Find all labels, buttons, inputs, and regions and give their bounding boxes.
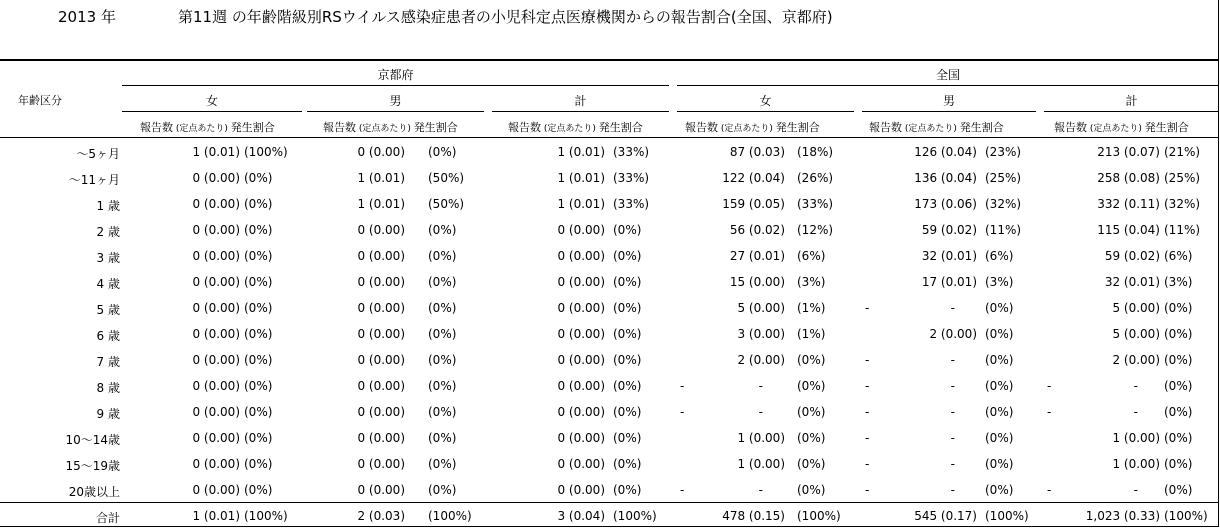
count-cell: 545 (0.17)	[914, 509, 977, 523]
rate-cell: (6%)	[797, 249, 826, 263]
rate-cell: (100%)	[613, 509, 657, 523]
count-cell: 1 (0.00)	[1112, 457, 1160, 471]
count-cell: 5 (0.00)	[1112, 301, 1160, 315]
rate-cell: (0%)	[613, 379, 642, 393]
count-cell: 32 (0.01)	[921, 249, 977, 263]
age-label: 〜5ヶ月	[76, 147, 120, 161]
rate-cell: (0%)	[428, 249, 457, 263]
rate-cell: (1%)	[797, 327, 826, 341]
empty-dash: -	[1047, 379, 1052, 393]
rate-cell: (0%)	[797, 431, 826, 445]
count-cell: 1 (0.01)	[357, 197, 405, 211]
empty-dash: -	[1047, 483, 1052, 497]
rate-header: 発生割合	[775, 121, 820, 134]
column-header-group-1	[140, 119, 275, 135]
rate-cell: (100%)	[985, 509, 1029, 523]
count-cell: -	[950, 379, 955, 393]
age-label: 9 歳	[96, 407, 120, 421]
per-site-header: (定点あたり)	[718, 124, 776, 134]
empty-dash: -	[865, 457, 870, 471]
rate-cell: (0%)	[244, 483, 273, 497]
count-cell: 0 (0.00)	[192, 457, 240, 471]
rate-cell: (0%)	[428, 275, 457, 289]
count-cell: 0 (0.00)	[192, 431, 240, 445]
rate-cell: (0%)	[244, 327, 273, 341]
count-cell: 213 (0.07)	[1097, 145, 1160, 159]
rate-cell: (0%)	[428, 405, 457, 419]
count-cell: 0 (0.00)	[557, 353, 605, 367]
count-cell: 0 (0.00)	[557, 301, 605, 315]
count-cell: 1 (0.00)	[737, 431, 785, 445]
rate-cell: (0%)	[244, 457, 273, 471]
count-cell: 0 (0.00)	[557, 249, 605, 263]
count-cell: 0 (0.00)	[357, 145, 405, 159]
rate-header: 発生割合	[1144, 121, 1189, 134]
rate-cell: (26%)	[797, 171, 834, 185]
count-cell: 0 (0.00)	[192, 405, 240, 419]
rate-cell: (0%)	[1164, 483, 1193, 497]
column-header-group-5	[869, 119, 1004, 135]
count-cell: 0 (0.00)	[357, 327, 405, 341]
count-cell: 0 (0.00)	[192, 171, 240, 185]
count-cell: 0 (0.00)	[557, 483, 605, 497]
count-cell: 5 (0.00)	[1112, 327, 1160, 341]
rate-cell: (11%)	[1164, 223, 1201, 237]
count-cell: 1 (0.01)	[557, 145, 605, 159]
sub-rule-2	[307, 111, 484, 112]
count-cell: 0 (0.00)	[357, 353, 405, 367]
report-year: 2013 年	[58, 8, 116, 26]
rate-cell: (3%)	[1164, 275, 1193, 289]
rate-cell: (0%)	[613, 431, 642, 445]
per-site-header: (定点あたり)	[356, 124, 414, 134]
rate-cell: (32%)	[1164, 197, 1201, 211]
count-cell: -	[950, 483, 955, 497]
empty-dash: -	[865, 483, 870, 497]
rate-cell: (0%)	[1164, 327, 1193, 341]
empty-dash: -	[865, 431, 870, 445]
rate-cell: (0%)	[613, 249, 642, 263]
rate-cell: (0%)	[244, 431, 273, 445]
count-cell: 56 (0.02)	[729, 223, 785, 237]
count-header: 報告数	[323, 121, 356, 134]
rate-cell: (0%)	[244, 197, 273, 211]
count-cell: 0 (0.00)	[192, 327, 240, 341]
count-cell: 258 (0.08)	[1097, 171, 1160, 185]
count-cell: 3 (0.04)	[557, 509, 605, 523]
age-label: 合計	[95, 511, 120, 525]
count-header: 報告数	[685, 121, 718, 134]
count-cell: 0 (0.00)	[557, 379, 605, 393]
sub-national-total: 計	[1125, 94, 1138, 108]
count-cell: 3 (0.00)	[737, 327, 785, 341]
sub-rule-3	[492, 111, 669, 112]
count-cell: 0 (0.00)	[357, 223, 405, 237]
count-cell: 0 (0.00)	[557, 327, 605, 341]
count-cell: 1 (0.00)	[737, 457, 785, 471]
age-label: 20歳以上	[68, 485, 120, 499]
rate-cell: (0%)	[797, 483, 826, 497]
rate-cell: (0%)	[613, 223, 642, 237]
rate-cell: (100%)	[244, 509, 288, 523]
count-cell: 332 (0.11)	[1097, 197, 1160, 211]
sub-rule-6	[1044, 111, 1219, 112]
rate-cell: (0%)	[428, 301, 457, 315]
age-label: 10〜14歳	[65, 433, 120, 447]
rate-cell: (50%)	[428, 197, 465, 211]
count-cell: 2 (0.00)	[1112, 353, 1160, 367]
count-cell: 136 (0.04)	[914, 171, 977, 185]
group-national: 全国	[935, 68, 960, 82]
count-cell: 0 (0.00)	[192, 275, 240, 289]
rate-cell: (32%)	[985, 197, 1022, 211]
count-cell: 0 (0.00)	[192, 249, 240, 263]
count-cell: 1 (0.01)	[557, 171, 605, 185]
per-site-header: (定点あたり)	[173, 124, 231, 134]
rate-cell: (0%)	[797, 457, 826, 471]
count-cell: 173 (0.06)	[914, 197, 977, 211]
top-rule	[0, 59, 1219, 61]
rate-cell: (0%)	[244, 171, 273, 185]
rate-cell: (0%)	[985, 353, 1014, 367]
rate-cell: (0%)	[244, 379, 273, 393]
count-header: 報告数	[140, 121, 173, 134]
empty-dash: -	[865, 379, 870, 393]
rate-cell: (12%)	[797, 223, 834, 237]
count-cell: 2 (0.00)	[737, 353, 785, 367]
rate-cell: (0%)	[613, 275, 642, 289]
rate-cell: (33%)	[797, 197, 834, 211]
count-cell: -	[758, 483, 763, 497]
age-label: 8 歳	[96, 381, 120, 395]
count-cell: 2 (0.00)	[929, 327, 977, 341]
count-cell: 126 (0.04)	[914, 145, 977, 159]
rate-cell: (100%)	[428, 509, 472, 523]
count-cell: -	[950, 431, 955, 445]
header-bottom-rule	[0, 137, 1219, 138]
rate-cell: (6%)	[985, 249, 1014, 263]
count-cell: 87 (0.03)	[729, 145, 785, 159]
count-cell: -	[950, 457, 955, 471]
count-header: 報告数	[1054, 121, 1087, 134]
count-header: 報告数	[508, 121, 541, 134]
age-label: 7 歳	[96, 355, 120, 369]
empty-dash: -	[680, 483, 685, 497]
count-cell: 59 (0.02)	[1104, 249, 1160, 263]
sub-rule-4	[677, 111, 854, 112]
empty-dash: -	[865, 301, 870, 315]
age-label: 15〜19歳	[65, 459, 120, 473]
count-cell: 5 (0.00)	[737, 301, 785, 315]
count-cell: 2 (0.03)	[357, 509, 405, 523]
count-cell: 1 (0.01)	[557, 197, 605, 211]
rate-cell: (0%)	[428, 145, 457, 159]
rate-cell: (0%)	[244, 249, 273, 263]
rate-cell: (0%)	[613, 457, 642, 471]
per-site-header: (定点あたり)	[902, 124, 960, 134]
rate-cell: (100%)	[797, 509, 841, 523]
count-cell: 0 (0.00)	[357, 431, 405, 445]
rate-cell: (0%)	[428, 457, 457, 471]
count-cell: 1,023 (0.33)	[1085, 509, 1160, 523]
rate-cell: (100%)	[1164, 509, 1208, 523]
count-cell: 1 (0.01)	[357, 171, 405, 185]
rate-cell: (0%)	[428, 483, 457, 497]
rate-cell: (0%)	[613, 327, 642, 341]
rate-cell: (0%)	[1164, 379, 1193, 393]
count-cell: 17 (0.01)	[921, 275, 977, 289]
rate-cell: (0%)	[797, 353, 826, 367]
rate-cell: (0%)	[985, 327, 1014, 341]
per-site-header: (定点あたり)	[1087, 124, 1145, 134]
rate-cell: (6%)	[1164, 249, 1193, 263]
sub-kyoto-female: 女	[205, 94, 218, 108]
count-cell: 0 (0.00)	[557, 431, 605, 445]
sub-national-male: 男	[942, 94, 955, 108]
rate-cell: (3%)	[985, 275, 1014, 289]
count-cell: 0 (0.00)	[357, 457, 405, 471]
per-site-header: (定点あたり)	[541, 124, 599, 134]
count-cell: 115 (0.04)	[1097, 223, 1160, 237]
sub-rule-5	[862, 111, 1036, 112]
rate-cell: (0%)	[1164, 301, 1193, 315]
empty-dash: -	[865, 405, 870, 419]
group-rule-kyoto	[122, 85, 669, 86]
count-cell: -	[950, 301, 955, 315]
rate-cell: (0%)	[1164, 431, 1193, 445]
count-cell: -	[1133, 483, 1138, 497]
rate-cell: (0%)	[985, 431, 1014, 445]
column-header-group-4	[685, 119, 820, 135]
rate-header: 発生割合	[598, 121, 643, 134]
count-cell: 0 (0.00)	[192, 301, 240, 315]
report-title: 第11週 の年齢階級別RSウイルス感染症患者の小児科定点医療機関からの報告割合(全国、京都府)	[178, 8, 833, 26]
sub-kyoto-total: 計	[574, 94, 587, 108]
count-cell: 0 (0.00)	[357, 275, 405, 289]
rate-cell: (0%)	[1164, 353, 1193, 367]
count-cell: -	[950, 405, 955, 419]
rate-cell: (0%)	[244, 405, 273, 419]
count-cell: -	[1133, 379, 1138, 393]
rate-cell: (0%)	[428, 327, 457, 341]
count-cell: 0 (0.00)	[192, 197, 240, 211]
rate-cell: (0%)	[613, 301, 642, 315]
rate-cell: (23%)	[985, 145, 1022, 159]
empty-dash: -	[1047, 405, 1052, 419]
group-kyoto: 京都府	[377, 68, 414, 82]
rate-cell: (11%)	[985, 223, 1022, 237]
rate-cell: (25%)	[985, 171, 1022, 185]
count-cell: 0 (0.00)	[192, 353, 240, 367]
count-cell: -	[1133, 405, 1138, 419]
count-cell: 32 (0.01)	[1104, 275, 1160, 289]
rate-header: 発生割合	[413, 121, 458, 134]
count-cell: 1 (0.00)	[1112, 431, 1160, 445]
age-label: 1 歳	[96, 199, 120, 213]
rate-cell: (1%)	[797, 301, 826, 315]
column-header-group-3	[508, 119, 643, 135]
count-cell: 0 (0.00)	[357, 249, 405, 263]
rate-cell: (0%)	[985, 301, 1014, 315]
rate-cell: (0%)	[428, 353, 457, 367]
age-label: 2 歳	[96, 225, 120, 239]
count-cell: 59 (0.02)	[921, 223, 977, 237]
rate-cell: (50%)	[428, 171, 465, 185]
rate-cell: (33%)	[613, 197, 650, 211]
rate-cell: (0%)	[613, 353, 642, 367]
count-cell: 0 (0.00)	[557, 457, 605, 471]
rate-cell: (3%)	[797, 275, 826, 289]
rate-cell: (0%)	[244, 223, 273, 237]
age-label: 〜11ヶ月	[68, 173, 120, 187]
rate-cell: (0%)	[797, 405, 826, 419]
rate-cell: (0%)	[244, 301, 273, 315]
column-header-group-2	[323, 119, 458, 135]
rate-cell: (0%)	[1164, 457, 1193, 471]
empty-dash: -	[865, 353, 870, 367]
count-cell: 159 (0.05)	[722, 197, 785, 211]
count-cell: 15 (0.00)	[729, 275, 785, 289]
count-cell: 0 (0.00)	[192, 379, 240, 393]
age-label: 3 歳	[96, 251, 120, 265]
rate-cell: (25%)	[1164, 171, 1201, 185]
rate-cell: (0%)	[244, 275, 273, 289]
rate-cell: (18%)	[797, 145, 834, 159]
rate-cell: (0%)	[613, 483, 642, 497]
count-cell: 0 (0.00)	[557, 223, 605, 237]
rate-cell: (0%)	[244, 353, 273, 367]
rate-cell: (0%)	[613, 405, 642, 419]
count-cell: 0 (0.00)	[357, 379, 405, 393]
age-label: 6 歳	[96, 329, 120, 343]
count-cell: 0 (0.00)	[557, 405, 605, 419]
rate-cell: (100%)	[244, 145, 288, 159]
count-cell: 0 (0.00)	[192, 483, 240, 497]
rate-cell: (0%)	[985, 457, 1014, 471]
count-cell: 0 (0.00)	[557, 275, 605, 289]
total-rule	[0, 502, 1219, 503]
rate-header: 発生割合	[230, 121, 275, 134]
count-header: 報告数	[869, 121, 902, 134]
rate-cell: (33%)	[613, 171, 650, 185]
rate-header: 発生割合	[959, 121, 1004, 134]
count-cell: 0 (0.00)	[192, 223, 240, 237]
rate-cell: (33%)	[613, 145, 650, 159]
rate-cell: (0%)	[985, 483, 1014, 497]
group-rule-national	[677, 85, 1219, 86]
column-header-group-6	[1054, 119, 1189, 135]
rate-cell: (0%)	[428, 431, 457, 445]
count-cell: 0 (0.00)	[357, 483, 405, 497]
count-cell: 0 (0.00)	[357, 301, 405, 315]
count-cell: -	[758, 379, 763, 393]
rate-cell: (0%)	[985, 405, 1014, 419]
count-cell: 1 (0.01)	[192, 509, 240, 523]
rate-cell: (0%)	[428, 379, 457, 393]
count-cell: 0 (0.00)	[357, 405, 405, 419]
rate-cell: (0%)	[985, 379, 1014, 393]
sub-national-female: 女	[759, 94, 772, 108]
sub-kyoto-male: 男	[389, 94, 402, 108]
empty-dash: -	[680, 379, 685, 393]
rate-cell: (0%)	[1164, 405, 1193, 419]
count-cell: 1 (0.01)	[192, 145, 240, 159]
empty-dash: -	[680, 405, 685, 419]
count-cell: 27 (0.01)	[729, 249, 785, 263]
rate-cell: (0%)	[428, 223, 457, 237]
age-column-header: 年齢区分	[18, 94, 62, 107]
age-label: 5 歳	[96, 303, 120, 317]
sub-rule-1	[122, 111, 302, 112]
rate-cell: (21%)	[1164, 145, 1201, 159]
age-label: 4 歳	[96, 277, 120, 291]
count-cell: -	[950, 353, 955, 367]
count-cell: -	[758, 405, 763, 419]
count-cell: 122 (0.04)	[722, 171, 785, 185]
count-cell: 478 (0.15)	[722, 509, 785, 523]
rate-cell: (0%)	[797, 379, 826, 393]
